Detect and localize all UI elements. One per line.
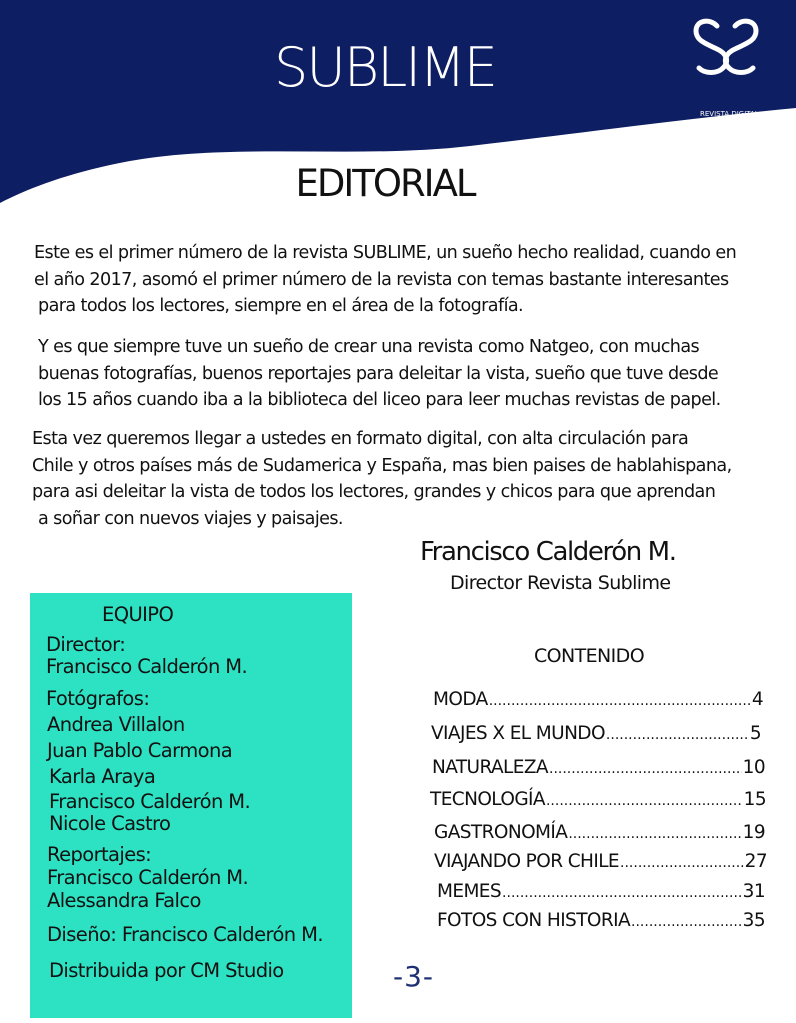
photographer-name: Karla Araya xyxy=(49,765,156,788)
signature-name: Francisco Calderón M. xyxy=(420,537,676,567)
toc-heading: CONTENIDO xyxy=(534,645,645,667)
toc-item[interactable] xyxy=(432,757,765,778)
toc-page: 4 xyxy=(751,689,763,710)
toc-leader xyxy=(502,885,742,901)
design-credit: Diseño: Francisco Calderón M. xyxy=(47,923,323,946)
paragraph-line: para asi deleitar la vista de todos los lectores, grandes y chicos para que aprendan xyxy=(32,482,716,502)
paragraph-line: buenas fotografías, buenos reportajes para deleitar la vista, sueño que tuve desde xyxy=(38,363,719,384)
toc-page: 19 xyxy=(742,822,765,843)
toc-item[interactable] xyxy=(437,881,765,902)
toc-label: NATURALEZA xyxy=(432,757,548,778)
paragraph-line: Chile y otros países más de Sudamerica y España, mas bien paises de hablahispana, xyxy=(32,455,732,476)
logo-caption: REVISTA DIGITAL xyxy=(700,110,759,118)
photographers-label: Fotógrafos: xyxy=(46,687,150,710)
toc-page: 35 xyxy=(742,910,765,931)
toc-leader xyxy=(568,826,741,842)
toc-leader xyxy=(489,693,751,709)
toc-leader xyxy=(631,914,742,930)
magazine-title: SUBLIME xyxy=(274,36,496,99)
paragraph-line: Esta vez queremos llegar a ustedes en formato digital, con alta circulación para xyxy=(32,429,689,449)
toc-page: 10 xyxy=(742,757,765,778)
toc-label: MEMES xyxy=(437,881,502,902)
paragraph-line: para todos los lectores, siempre en el área de la fotografía. xyxy=(38,296,524,316)
reports-label: Reportajes: xyxy=(47,843,152,866)
toc-item[interactable] xyxy=(434,851,767,872)
editorial-paragraph xyxy=(38,334,721,414)
toc-leader xyxy=(546,793,743,809)
toc-label: FOTOS CON HISTORIA xyxy=(437,910,631,931)
photographer-name: Juan Pablo Carmona xyxy=(47,739,233,762)
team-box xyxy=(30,593,352,1018)
toc-page: 27 xyxy=(744,851,767,872)
toc-leader xyxy=(606,727,749,743)
reporter-name: Francisco Calderón M. xyxy=(47,866,249,889)
toc-leader xyxy=(620,855,744,871)
toc-item[interactable] xyxy=(431,723,761,744)
toc-page: 31 xyxy=(742,881,765,902)
page-number: -3- xyxy=(393,960,435,993)
photographer-name: Andrea Villalon xyxy=(47,713,185,736)
logo-icon xyxy=(690,18,760,80)
toc-item[interactable] xyxy=(437,910,765,931)
toc-page: 5 xyxy=(749,723,761,744)
team-heading: EQUIPO xyxy=(102,603,174,626)
toc-label: MODA xyxy=(433,689,488,710)
toc-label: VIAJES X EL MUNDO xyxy=(431,723,605,744)
toc-page: 15 xyxy=(743,789,766,810)
reporter-name: Alessandra Falco xyxy=(47,889,201,912)
toc-item[interactable] xyxy=(434,822,765,843)
paragraph-line: Y es que siempre tuve un sueño de crear una revista como Natgeo, con muchas xyxy=(38,337,700,357)
paragraph-line: los 15 años cuando iba a la biblioteca del liceo para leer muchas revistas de papel. xyxy=(38,390,721,410)
paragraph-line: Este es el primer número de la revista SUBLIME, un sueño hecho realidad, cuando en xyxy=(34,243,737,263)
paragraph-line: el año 2017, asomó el primer número de la revista con temas bastante interesantes xyxy=(34,269,729,290)
photographer-name: Nicole Castro xyxy=(49,812,171,835)
toc-label: VIAJANDO POR CHILE xyxy=(434,851,620,872)
toc-item[interactable] xyxy=(433,689,763,710)
section-title: EDITORIAL xyxy=(295,162,475,205)
director-name: Francisco Calderón M. xyxy=(46,655,248,678)
paragraph-line: a soñar con nuevos viajes y paisajes. xyxy=(38,508,343,529)
director-label: Director: xyxy=(46,633,126,656)
toc-item[interactable] xyxy=(430,789,766,810)
toc-label: GASTRONOMÍA xyxy=(434,822,568,843)
distribution-credit: Distribuida por CM Studio xyxy=(49,959,284,982)
editorial-paragraph xyxy=(34,240,736,320)
toc-leader xyxy=(549,761,742,777)
toc-label: TECNOLOGÍA xyxy=(430,789,545,810)
signature-role: Director Revista Sublime xyxy=(450,572,671,594)
editorial-paragraph xyxy=(32,426,732,532)
photographer-name: Francisco Calderón M. xyxy=(49,790,251,813)
